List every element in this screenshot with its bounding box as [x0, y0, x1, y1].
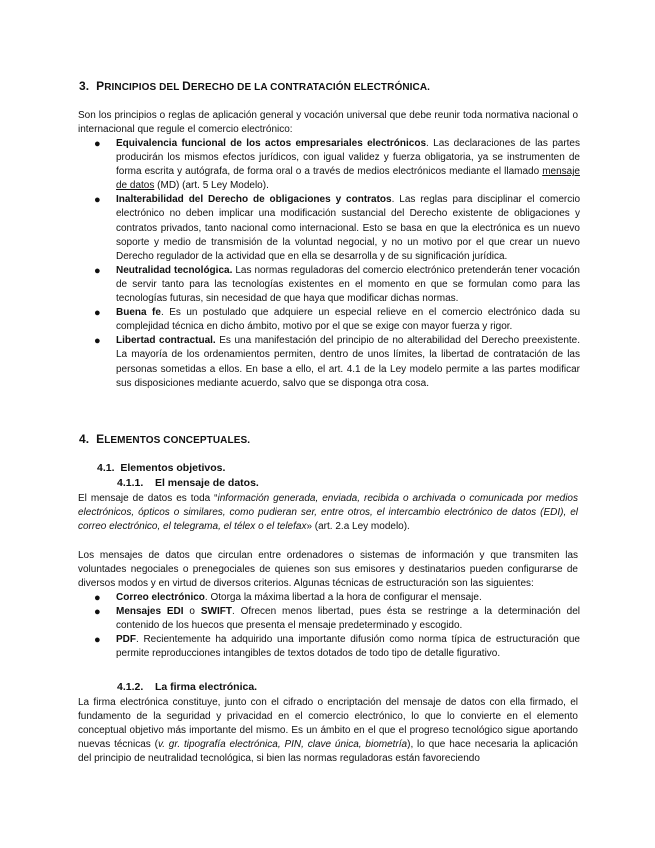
principle-item: [90, 137, 580, 193]
principle-item: [90, 193, 580, 263]
technique-text: . Otorga la máxima libertad a la hora de configurar el mensaje.: [204, 592, 482, 603]
principle-text: . Es un postulado que adquiere un especial relieve en el comercio electrónico dada su complejidad técnica en dicho ámbito, motivo por el que se exige con mayor fuerza y rigor.: [116, 307, 581, 333]
subsection-4-1-1-heading: [117, 477, 259, 489]
subsection-title: Elementos objetivos.: [120, 462, 226, 474]
subsection-4-1-2-heading: [117, 681, 257, 693]
subsection-title: El mensaje de datos.: [154, 477, 259, 489]
technique-text: . Recientemente ha adquirido una importante difusión como norma típica de estructuración que permite reproducciones intangibles de textos dotados de todo tipo de detalle figurativo.: [116, 634, 580, 660]
section-4-number: 4.: [79, 432, 90, 446]
subsection-4-1-heading: [97, 462, 225, 474]
paragraph-text-after: ), lo que hace necesaria la aplicación del principio de neutralidad tecnológica, si bien las normas reguladoras están favoreciendo: [78, 739, 578, 765]
section-4-title-initial: E: [96, 432, 105, 446]
techniques-list: [90, 591, 580, 661]
bullet-icon: ●: [94, 194, 101, 207]
intro-paragraph: Son los principios o reglas de aplicación general y vocación universal que debe reunir toda normativa nacional o internacional que regule el comercio electrónico:: [78, 110, 578, 136]
principle-item: [90, 306, 580, 334]
principle-title: Equivalencia funcional de los actos empresariales electrónicos: [116, 138, 427, 149]
subsection-number: 4.1.2.: [117, 681, 144, 693]
principle-text: Es una manifestación del principio de no alterabilidad del Derecho preexistente. La mayoría de los ordenamientos permiten, dentro de unos límites, la libertad de contratación de las personas sometidas a ellos. En base a ello, el art. 4.1 de la Ley modelo permite a las partes modificar sus disposiciones mediante acuerdo, salvo que se disponga otra cosa.: [116, 335, 580, 389]
subsection-title: La firma electrónica.: [154, 681, 258, 693]
paragraph-text: El mensaje de datos es toda “: [78, 493, 218, 504]
mensaje-de-datos-link[interactable]: mensaje de datos: [116, 166, 580, 192]
section-3-title-part2: ERECHO DE LA CONTRATACIÓN ELECTRÓNICA.: [190, 82, 431, 93]
subsection-number: 4.1.: [97, 462, 115, 474]
principles-list: [90, 137, 580, 391]
section-3-number: 3.: [79, 79, 90, 93]
section-3-title-d: D: [182, 79, 191, 93]
principle-title: Buena fe: [116, 307, 161, 319]
section-3-title-part1: RINCIPIOS DEL: [104, 82, 183, 93]
paragraph-text: La firma electrónica constituye, junto con el cifrado o encriptación del mensaje de datos con ella firmado, el fundamento de la seguridad y privacidad en el comercio electrónico, lo que lo convierte en el elemento conceptual objetivo más importante del mismo. Es un ámbito en el que el progreso tecnológico sigue aportando nuevas técnicas (: [78, 697, 578, 751]
technique-title: Mensajes EDI: [116, 606, 184, 618]
quoted-definition: información generada, enviada, recibida o archivada o comunicada por medios electrónicos, ópticos o similares, como pudieran ser, entre otros, el intercambio electrónico de datos (EDI), el correo electrónico, el telegrama, el télex o el telefax: [78, 493, 578, 533]
section-3-heading: [79, 79, 430, 93]
technique-conjunction: o: [183, 606, 201, 618]
principle-title: Inalterabilidad del Derecho de obligaciones y contratos: [116, 194, 392, 206]
technique-item: [90, 605, 580, 633]
bullet-icon: ●: [94, 606, 101, 619]
principle-text: . Las reglas para disciplinar el comercio electrónico no deben implicar una modificación sustancial del Derecho existente de obligaciones y contratos privados, tanto nacional como internacional. Esto se basa en que la electrónica es un nuevo soporte y medio de transmisión de la voluntad negocial, y no un motivo por el que crear un nuevo Derecho regulador de la actividad que en ella se desarrolla y de su significación jurídica.: [116, 194, 581, 262]
technique-item: [90, 591, 580, 605]
principle-text: Las normas reguladoras del comercio electrónico pretenderán tener vocación de servir tanto para las tecnologías existentes en el momento en que se formulan como para las tecnologías futuras, sin necesidad de que haya que modificar dichas normas.: [116, 264, 580, 305]
principle-item: [90, 264, 580, 306]
firma-paragraph: [78, 696, 578, 766]
bullet-icon: ●: [94, 264, 101, 277]
examples-italic: v. gr. tipografía electrónica, PIN, clave única, biometría: [157, 739, 408, 751]
technique-title-2: SWIFT: [200, 606, 232, 618]
principle-item: [90, 334, 580, 390]
bullet-icon: ●: [94, 335, 101, 348]
paragraph-text-after: » (art. 2.a Ley modelo).: [306, 521, 410, 533]
mensajes-paragraph: Los mensajes de datos que circulan entre ordenadores o sistemas de información y que transmiten las voluntades negociales o prenegociales de quienes son sus emisores y destinatarios pueden configurarse de diversos modos y en virtud de diversos criterios. Algunas técnicas de estructuración son las siguientes:: [78, 550, 578, 590]
technique-title: PDF: [116, 634, 136, 646]
section-4-title-rest: LEMENTOS CONCEPTUALES.: [104, 435, 251, 446]
principle-text: . Las declaraciones de las partes producirán los mismos efectos jurídicos, con igual validez y fuerza obligatoria, ya se instrumenten de forma escrita y autógrafa, de forma oral o a través de medios electrónicos mediante el llamado: [116, 138, 580, 178]
bullet-icon: ●: [94, 634, 101, 647]
mensaje-datos-paragraph: [78, 492, 578, 534]
bullet-icon: ●: [94, 138, 101, 150]
section-4-heading: [79, 432, 250, 446]
subsection-number: 4.1.1.: [117, 477, 144, 489]
section-3-title-initial: P: [96, 79, 105, 93]
technique-title: Correo electrónico: [116, 592, 205, 603]
principle-text-after: (MD) (art. 5 Ley Modelo).: [154, 180, 269, 192]
principle-title: Libertad contractual.: [116, 335, 216, 347]
principle-title: Neutralidad tecnológica.: [116, 264, 233, 276]
bullet-icon: ●: [94, 592, 101, 604]
bullet-icon: ●: [94, 307, 101, 320]
technique-item: [90, 633, 580, 661]
technique-text: . Ofrecen menos libertad, pues ésta se restringe a la determinación del contenido de los huecos que presenta el mensaje predeterminado y escogido.: [116, 606, 580, 632]
